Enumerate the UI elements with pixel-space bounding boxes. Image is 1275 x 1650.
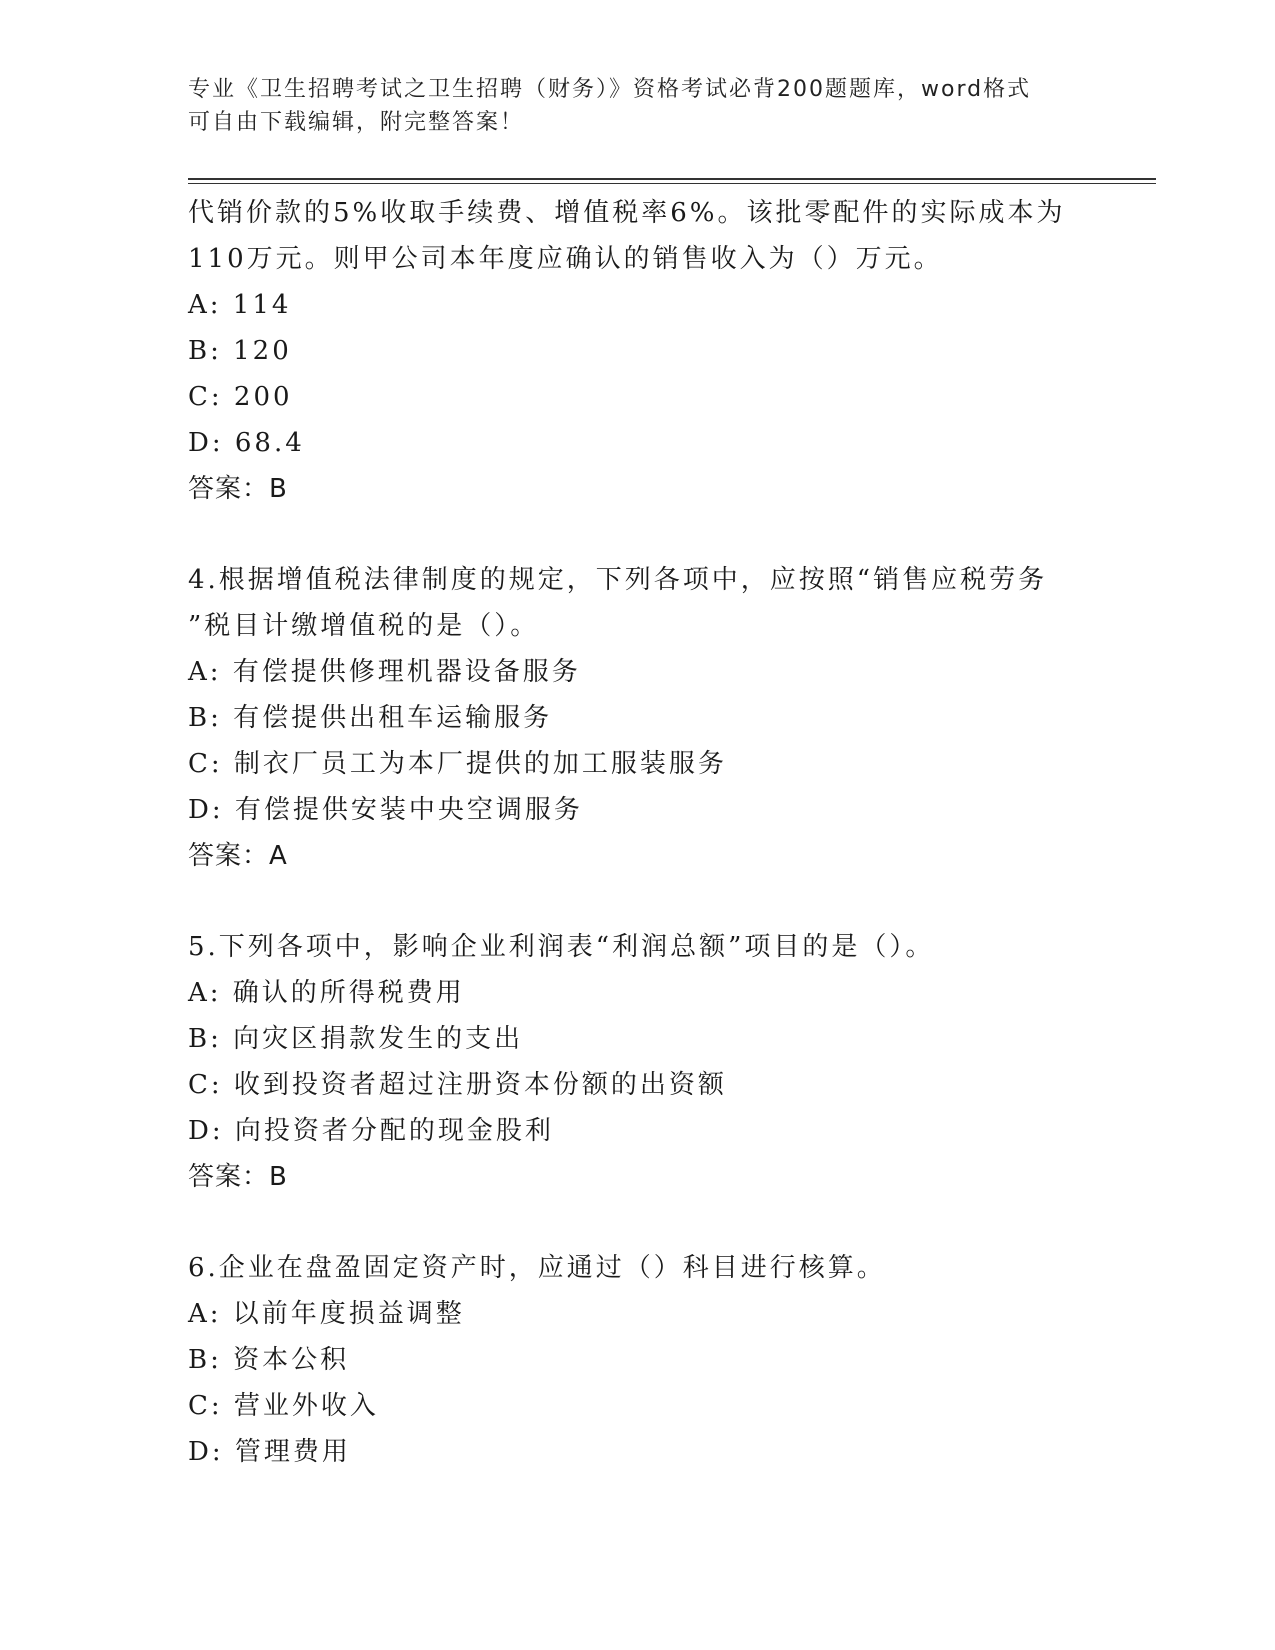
option-d: D: 向投资者分配的现金股利 bbox=[188, 1116, 554, 1146]
option-b: B: 120 bbox=[188, 336, 292, 366]
option-c: C: 200 bbox=[188, 382, 293, 412]
answer-label: 答案：A bbox=[188, 841, 288, 871]
question-list bbox=[188, 190, 1108, 1475]
question-stem-line: ”税目计缴增值税的是（）。 bbox=[188, 611, 540, 641]
header-title-line-2: 可自由下载编辑，附完整答案！ bbox=[188, 110, 525, 135]
question-stem-line: 6.企业在盘盈固定资产时，应通过（）科目进行核算。 bbox=[188, 1253, 886, 1283]
option-c: C: 营业外收入 bbox=[188, 1391, 379, 1421]
option-b: B: 向灾区捐款发生的支出 bbox=[188, 1024, 524, 1054]
option-d: D: 有偿提供安装中央空调服务 bbox=[188, 795, 583, 825]
option-d: D: 管理费用 bbox=[188, 1437, 351, 1467]
option-a: A: 有偿提供修理机器设备服务 bbox=[188, 657, 581, 687]
header-divider-thick bbox=[188, 178, 1156, 180]
option-a: A: 确认的所得税费用 bbox=[188, 978, 465, 1008]
option-c: C: 收到投资者超过注册资本份额的出资额 bbox=[188, 1070, 727, 1100]
header-divider-thin bbox=[188, 183, 1156, 184]
option-b: B: 资本公积 bbox=[188, 1345, 350, 1375]
question-stem-line: 4.根据增值税法律制度的规定，下列各项中，应按照“销售应税劳务 bbox=[188, 565, 1048, 595]
option-d: D: 68.4 bbox=[188, 428, 305, 458]
answer-label: 答案：B bbox=[188, 474, 288, 504]
question-stem-line: 代销价款的5%收取手续费、增值税率6%。该批零配件的实际成本为 bbox=[188, 198, 1066, 228]
question-3-continued bbox=[188, 190, 1108, 512]
question-4 bbox=[188, 557, 1108, 879]
document-header bbox=[188, 73, 1088, 139]
option-a: A: 114 bbox=[188, 290, 292, 320]
option-c: C: 制衣厂员工为本厂提供的加工服装服务 bbox=[188, 749, 727, 779]
question-stem-line: 5.下列各项中，影响企业利润表“利润总额”项目的是（）。 bbox=[188, 932, 935, 962]
header-title-line-1: 专业《卫生招聘考试之卫生招聘（财务）》资格考试必背200题题库，word格式 bbox=[188, 77, 1032, 102]
option-a: A: 以前年度损益调整 bbox=[188, 1299, 465, 1329]
option-b: B: 有偿提供出租车运输服务 bbox=[188, 703, 553, 733]
answer-label: 答案：B bbox=[188, 1162, 288, 1192]
question-6 bbox=[188, 1245, 1108, 1475]
question-stem-line: 110万元。则甲公司本年度应确认的销售收入为（）万元。 bbox=[188, 244, 943, 274]
question-5 bbox=[188, 924, 1108, 1200]
